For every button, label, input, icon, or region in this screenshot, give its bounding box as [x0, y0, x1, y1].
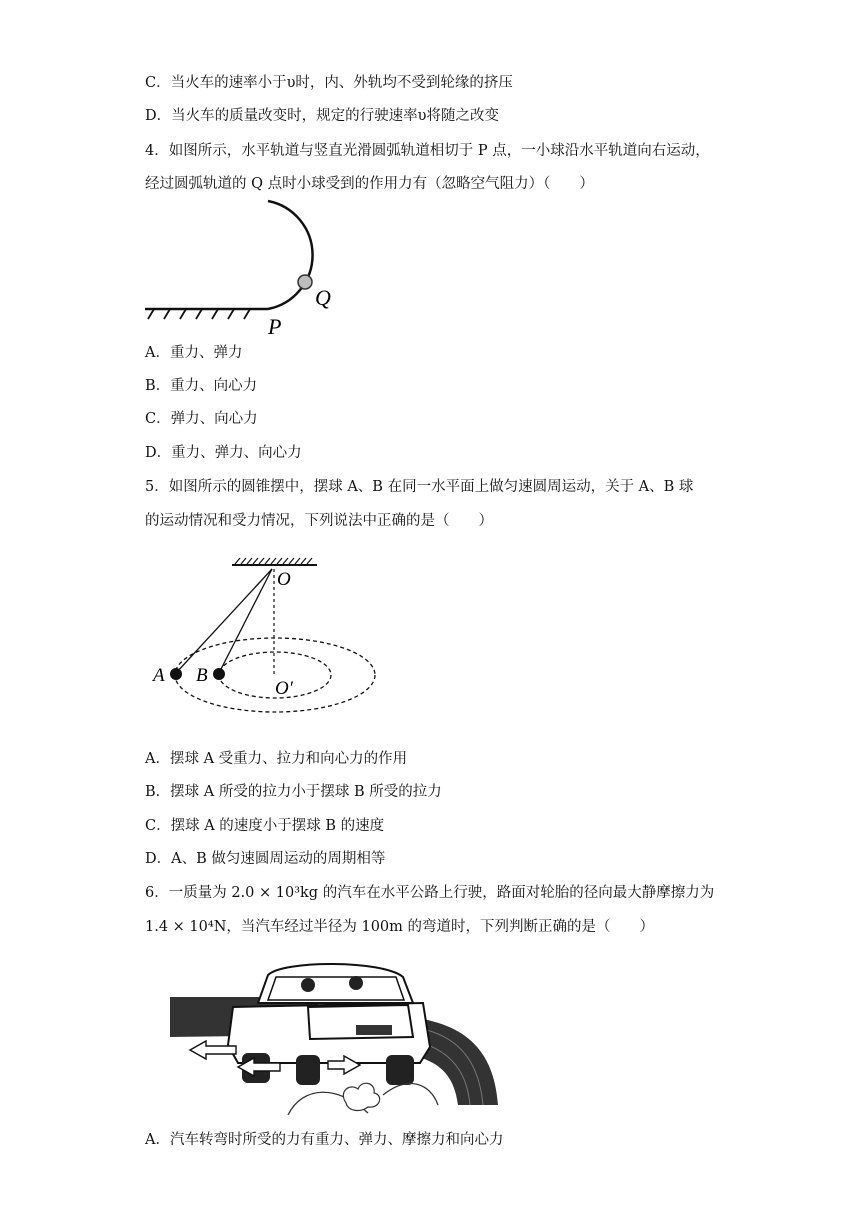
string-a: [176, 569, 272, 673]
q6-option-a: A．汽车转弯时所受的力有重力、弹力、摩擦力和向心力: [145, 1132, 504, 1148]
license-plate: [356, 1025, 392, 1035]
ball-b: [213, 668, 225, 680]
ball: [298, 275, 312, 289]
q6-stem-line2: 1.4 × 10⁴N，当汽车经过半径为 100m 的弯道时，下列判断正确的是（ ）: [145, 919, 655, 935]
ball-a: [170, 668, 182, 680]
q4-stem-line1: 4．如图所示，水平轨道与竖直光滑圆弧轨道相切于 P 点，一小球沿水平轨道向右运动，: [145, 143, 710, 159]
q4-option-a: A．重力、弹力: [145, 345, 243, 361]
q6-car-turning-figure: [168, 955, 503, 1115]
q5-option-c: C．摆球 A 的速度小于摆球 B 的速度: [145, 818, 385, 834]
ground-hatch: [148, 309, 250, 319]
q4-track-figure: [140, 195, 360, 340]
q4-option-b: B．重力、向心力: [145, 378, 258, 394]
q5-stem-line1: 5．如图所示的圆锥摆中，摆球 A、B 在同一水平面上做匀速圆周运动，关于 A、B 球: [145, 479, 694, 495]
q5-conical-pendulum-figure: [145, 555, 385, 725]
label-o: O: [277, 569, 291, 590]
label-o-prime: O′: [275, 678, 293, 699]
q4-option-d: D．重力、弹力、向心力: [145, 445, 302, 461]
label-p: P: [268, 314, 282, 339]
q5-stem-line2: 的运动情况和受力情况，下列说法中正确的是（ ）: [145, 513, 493, 529]
car-windows: [268, 977, 404, 1000]
q3-option-c: C．当火车的速率小于υ时，内、外轨均不受到轮缘的挤压: [145, 75, 513, 91]
ceiling-hatch: [235, 558, 312, 564]
q5-option-b: B．摆球 A 所受的拉力小于摆球 B 所受的拉力: [145, 784, 442, 800]
q4-option-c: C．弹力、向心力: [145, 411, 258, 427]
label-q: Q: [315, 285, 331, 310]
label-a: A: [153, 665, 165, 686]
q4-stem-line2: 经过圆弧轨道的 Q 点时小球受到的作用力有（忽略空气阻力）（ ）: [145, 176, 594, 192]
q3-option-d: D．当火车的质量改变时，规定的行驶速率υ将随之改变: [145, 108, 499, 124]
arc-track: [268, 201, 313, 309]
q5-option-d: D．A、B 做匀速圆周运动的周期相等: [145, 851, 386, 867]
label-b: B: [196, 665, 208, 686]
q6-stem-line1: 6．一质量为 2.0 × 10³kg 的汽车在水平公路上行驶，路面对轮胎的径向最大静摩擦力为: [145, 885, 715, 901]
q5-option-a: A．摆球 A 受重力、拉力和向心力的作用: [145, 751, 408, 767]
smoke-puff: [343, 1083, 379, 1110]
string-b: [219, 569, 272, 673]
